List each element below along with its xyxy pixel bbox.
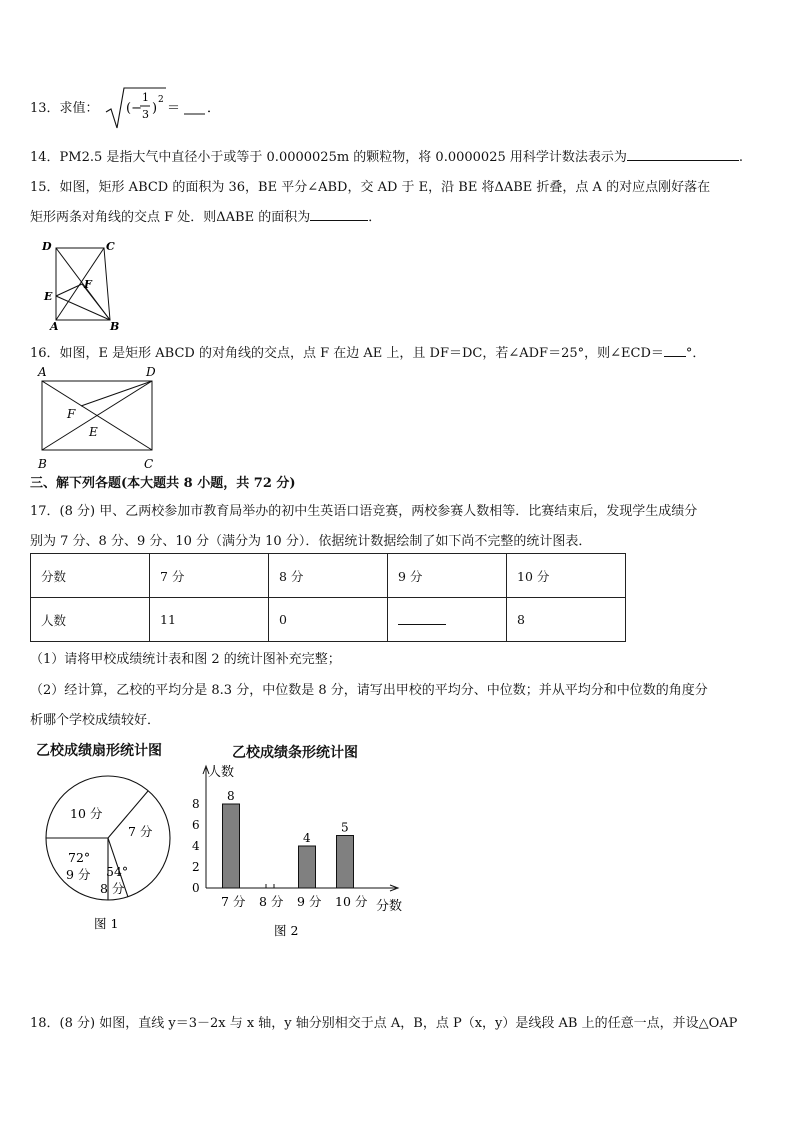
y-tick-label: 6 — [192, 818, 200, 832]
q16-figure — [34, 364, 164, 472]
q14-answer-blank — [627, 148, 739, 161]
y-tick-label: 8 — [192, 797, 200, 811]
table-row — [31, 598, 626, 642]
q16-label-a: A — [38, 365, 47, 379]
q13-paren-close: ) — [152, 101, 158, 116]
x-tick-label: 8 分 — [259, 894, 284, 909]
question-17-part1: （1）请将甲校成绩统计表和图 2 的统计图补充完整； — [30, 652, 341, 667]
x-tick-label: 9 分 — [297, 894, 322, 909]
table-cell-blank — [388, 598, 507, 642]
q16-label-e: E — [89, 425, 98, 439]
bar — [337, 836, 354, 889]
q15-label-e: E — [44, 290, 53, 303]
q15-segment-ef — [56, 284, 82, 296]
pie-label-72deg: 72° — [68, 850, 91, 865]
question-13 — [30, 97, 99, 116]
table-row — [31, 554, 626, 598]
question-14 — [30, 146, 743, 165]
x-tick-label: 10 分 — [335, 894, 368, 909]
table-cell: 分数 — [31, 554, 150, 598]
q16-label-d: D — [146, 365, 156, 379]
q14-text: 14．PM2.5 是指大气中直径小于或等于 0.0000025m 的颗粒物，将 0.0000025 用科学计数法表示为 — [30, 150, 627, 165]
pie-label-7: 7 分 — [128, 824, 153, 839]
q15-diagonal-ca — [56, 248, 104, 320]
table-cell: 11 — [150, 598, 269, 642]
question-17-line1: 17．(8 分) 甲、乙两校参加市教育局举办的初中生英语口语竞赛，两校参赛人数相等．比赛结束后，发现学生成绩分 — [30, 504, 698, 519]
q16-label-c: C — [144, 457, 154, 471]
question-15-line1: 15．如图，矩形 ABCD 的面积为 36，BE 平分∠ABD，交 AD 于 E，沿 BE 将ΔABE 折叠，点 A 的对应点刚好落在 — [30, 180, 711, 195]
bar-data-label: 8 — [227, 789, 235, 803]
bar — [299, 846, 316, 888]
q13-label: 求值： — [59, 101, 99, 116]
score-table — [30, 553, 626, 642]
pie-label-8: 8 分 — [100, 881, 125, 896]
pie-label-54deg: 54° — [106, 864, 129, 879]
table-cell: 7 分 — [150, 554, 269, 598]
q13-radical — [104, 84, 221, 132]
pie-chart — [36, 766, 186, 936]
x-tick-label: 7 分 — [221, 894, 246, 909]
bar-data-label: 4 — [303, 831, 311, 845]
q15-label-b: B — [110, 320, 120, 333]
q15-label-f: F — [84, 278, 92, 291]
q15-figure — [38, 238, 128, 334]
question-17-line2: 别为 7 分、8 分、9 分、10 分（满分为 10 分）．依据统计数据绘制了如下尚不完整的统计图表． — [30, 534, 592, 549]
q16-label-b: B — [38, 457, 47, 471]
q13-tail: ． — [207, 101, 221, 116]
q16-text: 16．如图，E 是矩形 ABCD 的对角线的交点，点 F 在边 AE 上，且 DF＝DC，若∠ADF＝25°，则∠ECD＝ — [30, 346, 664, 361]
bar — [223, 804, 240, 888]
table-cell: 10 分 — [507, 554, 626, 598]
q13-frac-num: 1 — [142, 91, 149, 104]
q15-label-d: D — [42, 240, 52, 253]
table-cell: 9 分 — [388, 554, 507, 598]
pie-label-9: 9 分 — [66, 867, 91, 882]
y-tick-label: 0 — [192, 881, 200, 895]
pie-label-10: 10 分 — [70, 806, 103, 821]
q15-label-a: A — [50, 320, 59, 333]
q16-segment-fd — [81, 381, 152, 406]
question-15-line2 — [30, 206, 381, 225]
q15-label-c: C — [106, 240, 115, 253]
q15-answer-blank — [310, 208, 368, 221]
y-tick-label: 4 — [192, 839, 200, 853]
pie-caption: 图 1 — [94, 916, 119, 931]
bar-chart-ylabel: 人数 — [208, 765, 235, 780]
pie-chart-title: 乙校成绩扇形统计图 — [36, 743, 162, 759]
bar-chart — [180, 760, 420, 940]
question-18: 18．(8 分) 如图，直线 y＝3－2x 与 x 轴，y 轴分别相交于点 A，B，点 P（x，y）是线段 AB 上的任意一点，并设△OAP — [30, 1016, 738, 1031]
q16-label-f: F — [67, 407, 76, 421]
table-answer-blank — [398, 612, 446, 625]
q14-tail: . — [738, 150, 744, 165]
bar-chart-title: 乙校成绩条形统计图 — [232, 745, 358, 761]
section-3-heading: 三、解下列各题(本大题共 8 小题，共 72 分) — [30, 476, 296, 491]
bar-chart-xlabel: 分数 — [376, 899, 403, 914]
question-16 — [30, 342, 705, 361]
q13-paren-open: (− — [126, 101, 142, 116]
q13-frac-den: 3 — [142, 108, 149, 121]
question-17-part2-line2: 析哪个学校成绩较好． — [30, 713, 161, 728]
table-cell: 人数 — [31, 598, 150, 642]
q15-line2-text: 矩形两条对角线的交点 F 处．则ΔABE 的面积为 — [30, 210, 311, 225]
q16-answer-blank — [664, 344, 686, 357]
table-cell: 8 — [507, 598, 626, 642]
question-17-part2-line1: （2）经计算，乙校的平均分是 8.3 分，中位数是 8 分，请写出甲校的平均分、中位数；并从平均分和中位数的角度分 — [30, 683, 708, 698]
table-cell: 0 — [269, 598, 388, 642]
bar-data-label: 5 — [341, 820, 349, 835]
y-tick-label: 2 — [192, 860, 200, 874]
q13-number: 13． — [30, 101, 60, 116]
q15-tail: ． — [368, 210, 382, 225]
q13-equals: ＝ — [167, 101, 181, 116]
table-cell: 8 分 — [269, 554, 388, 598]
q13-exponent: 2 — [158, 95, 164, 105]
q16-tail: °． — [685, 346, 706, 361]
bar-chart-caption: 图 2 — [274, 923, 299, 938]
